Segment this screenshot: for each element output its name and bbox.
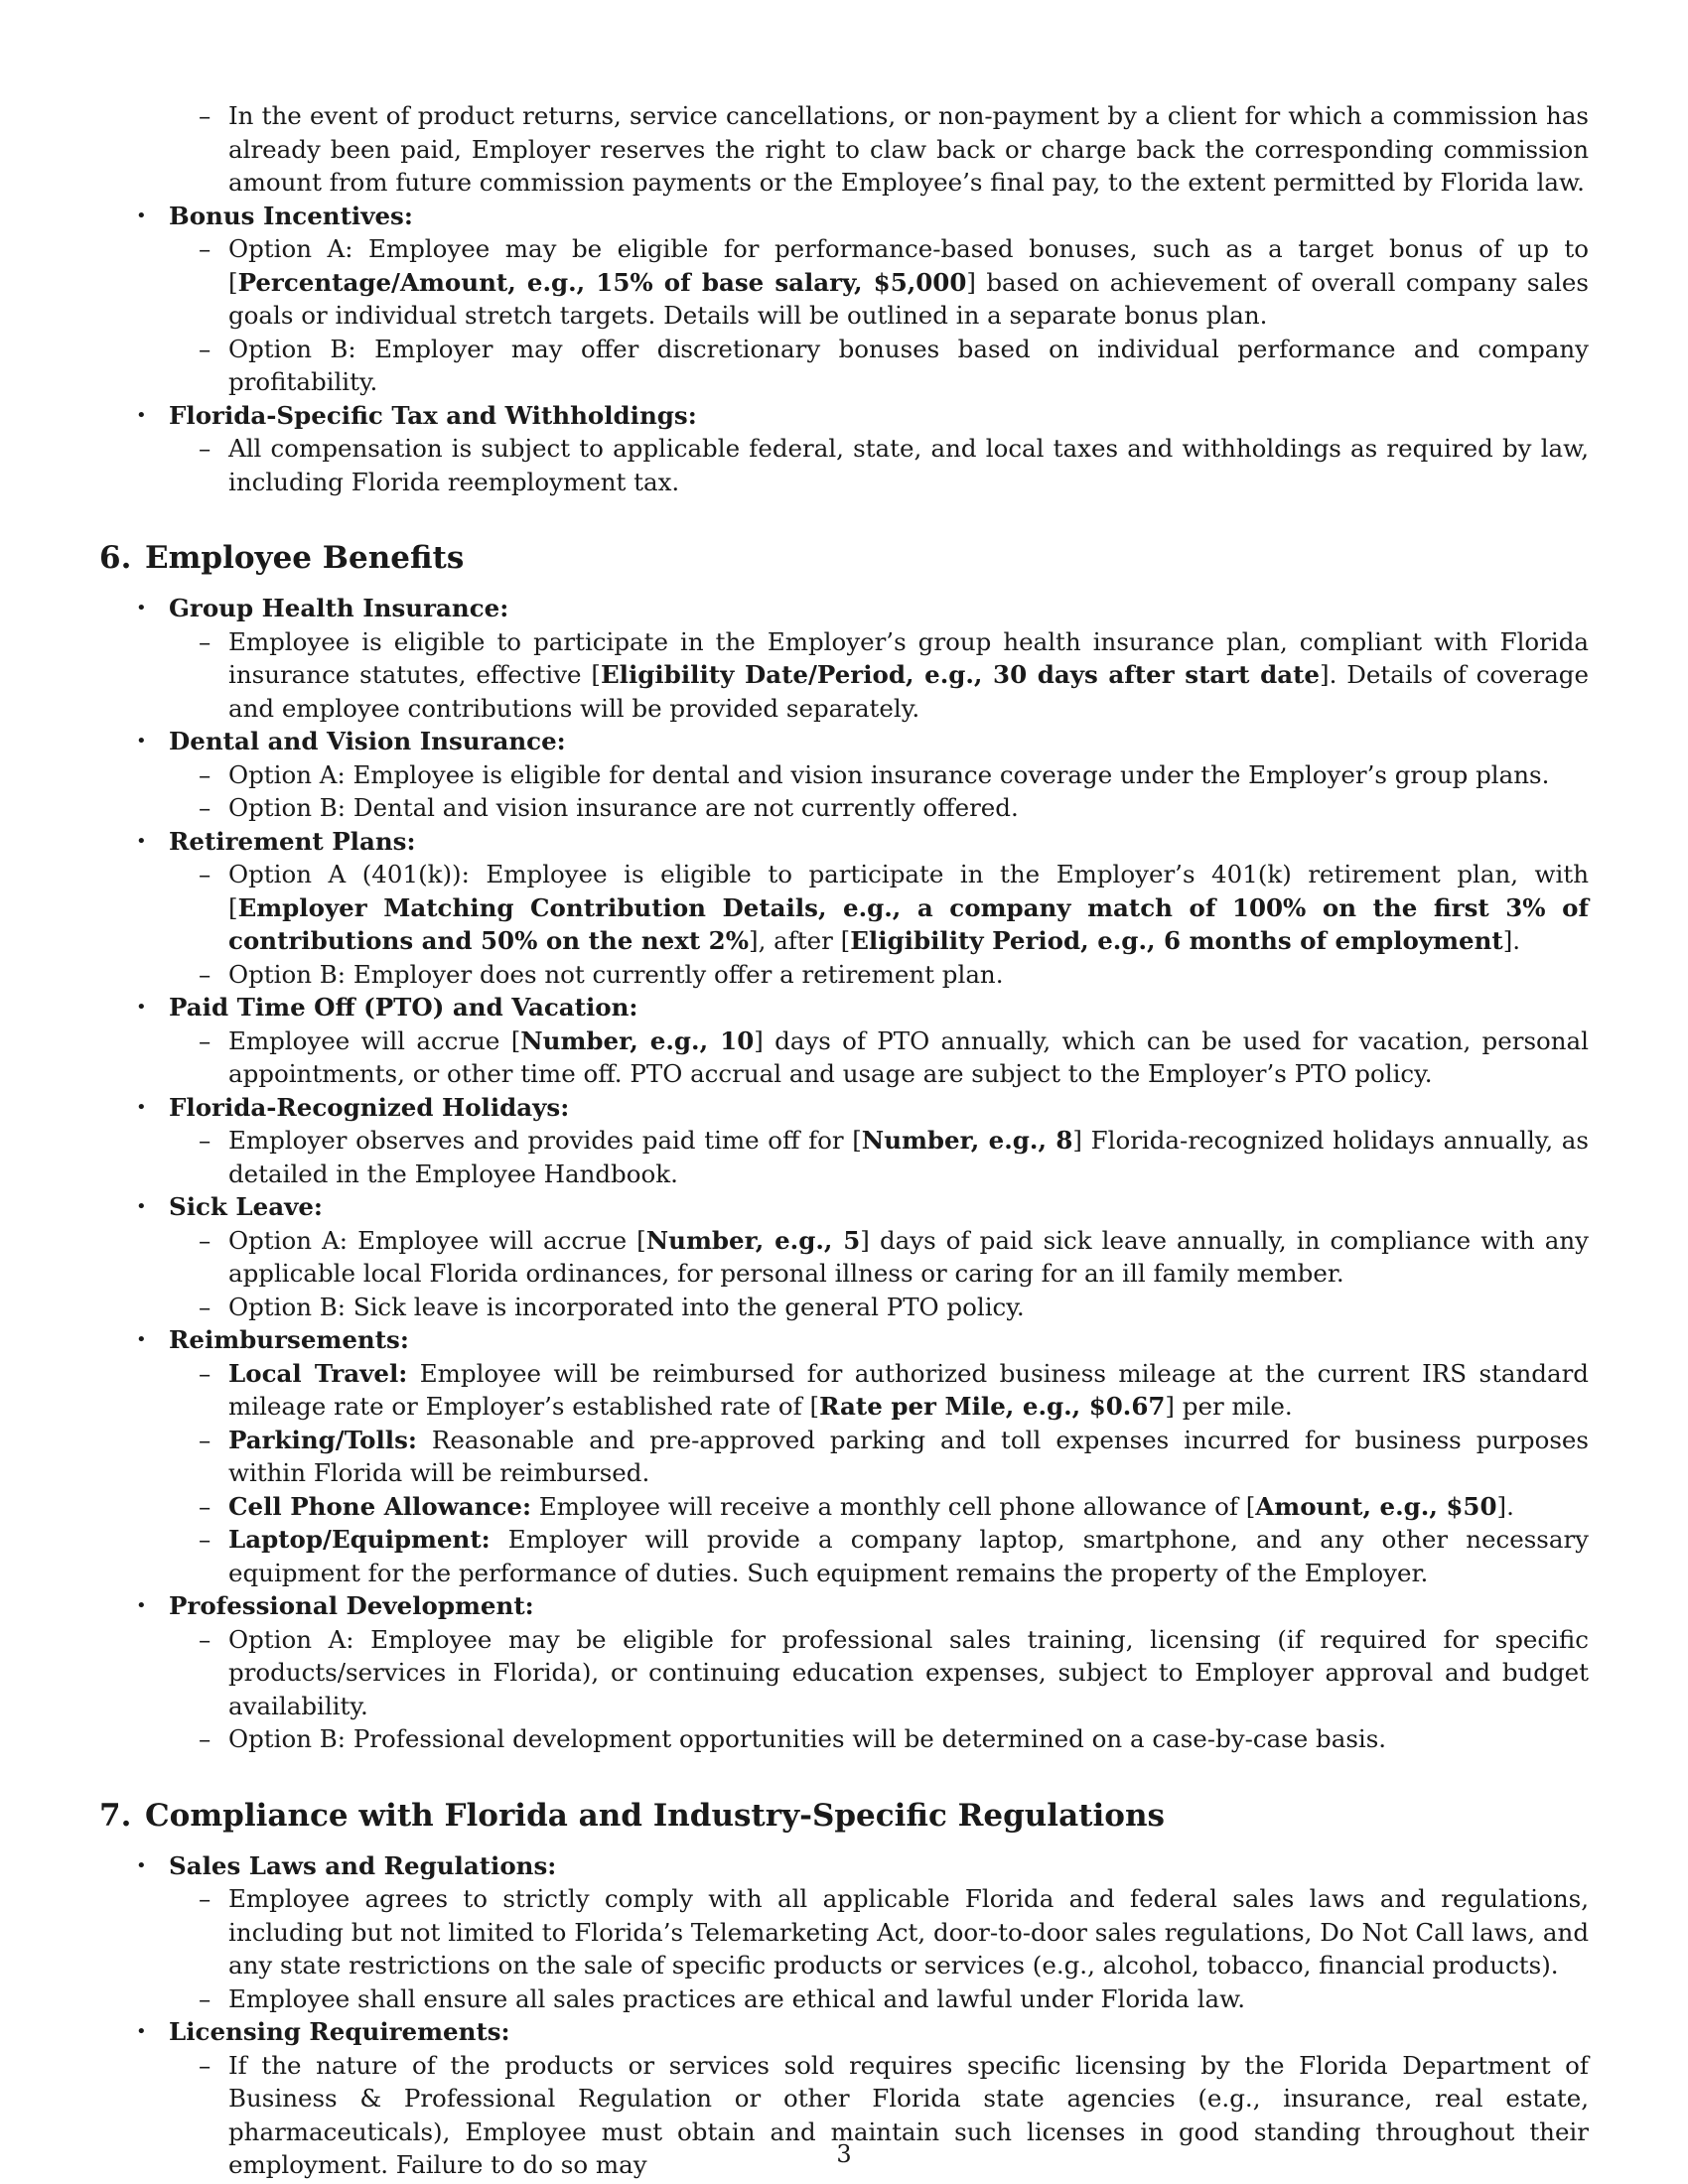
sub-item xyxy=(99,1124,1589,1190)
text-run: ] days of paid sick leave annually, in compliance with any applicable local Florida ordinances, for personal illness or caring for an ill family member. xyxy=(228,1225,1590,1288)
dash-marker: – xyxy=(199,1225,211,1255)
list-item xyxy=(99,725,1589,758)
sub-item xyxy=(99,858,1589,958)
list-item xyxy=(99,1190,1589,1224)
item-title: Reimbursements: xyxy=(169,1325,409,1354)
section-title-text: Employee Benefits xyxy=(145,540,465,576)
dash-marker: – xyxy=(199,1884,211,1913)
bullet-marker: • xyxy=(136,2021,147,2042)
bold-run: Local Travel: xyxy=(228,1358,408,1388)
bullet-marker: • xyxy=(136,1595,147,1616)
text-run: Employee shall ensure all sales practices are ethical and lawful under Florida law. xyxy=(228,1983,1245,2013)
bold-run: Cell Phone Allowance: xyxy=(228,1491,532,1521)
item-title: Dental and Vision Insurance: xyxy=(169,727,566,755)
dash-marker: – xyxy=(199,1491,211,1521)
text-run: Reasonable and pre-approved parking and toll expenses incurred for business purposes within Florida will be reimbursed. xyxy=(228,1425,1589,1487)
text-run: Employee agrees to strictly comply with all applicable Florida and federal sales laws and regulations, including but not limited to Florida’s Telemarketing Act, door-to-door sales regulations, Do Not Call laws, and any state restrictions on the sale of specific products or services (e.g., alcohol, tobacco, financial products). xyxy=(228,1884,1589,1979)
sub-item xyxy=(99,791,1589,825)
text-run: ] per mile. xyxy=(1165,1392,1293,1421)
bullet-marker: • xyxy=(136,997,147,1018)
text-run: Employee will receive a monthly cell phone allowance of [ xyxy=(531,1491,1256,1521)
bold-run: Number, e.g., 8 xyxy=(861,1126,1073,1155)
bullet-marker: • xyxy=(136,1329,147,1350)
text-run: Option B: Employer does not currently offer a retirement plan. xyxy=(228,959,1004,989)
bold-run: Eligibility Period, e.g., 6 months of employment xyxy=(850,926,1503,955)
sub-item xyxy=(99,1722,1589,1756)
bullet-marker: • xyxy=(136,1096,147,1118)
page-content xyxy=(99,99,1589,2182)
text-run: Option A: Employee is eligible for dental and vision insurance coverage under the Employer’s group plans. xyxy=(228,759,1550,789)
dash-marker: – xyxy=(199,1624,211,1654)
bold-run: Employer Matching Contribution Details, e.g., a company match of 100% on the first 3% of contributions and 50% on the next 2% xyxy=(228,892,1589,955)
item-title: Florida-Specific Tax and Withholdings: xyxy=(169,400,697,430)
text-run: Option A (401(k)): Employee is eligible to participate in the Employer’s 401(k) retirement plan, with [ xyxy=(228,860,1589,922)
dash-marker: – xyxy=(199,1525,211,1554)
text-run: Employee will accrue [ xyxy=(228,1025,521,1055)
text-run: Option A: Employee may be eligible for professional sales training, licensing (if required for specific products/services in Florida), or continuing education expenses, subject to Employer approval and budget availability. xyxy=(228,1624,1589,1720)
text-run: ] days of PTO annually, which can be used for vacation, personal appointments, or other time off. PTO accrual and usage are subject to the Employer’s PTO policy. xyxy=(228,1025,1589,1088)
item-title: Professional Development: xyxy=(169,1591,534,1620)
item-title: Sales Laws and Regulations: xyxy=(169,1850,557,1880)
text-run: If the nature of the products or services sold requires specific licensing by the Florida Department of Business & Professional Regulation or other Florida state agencies (e.g., insurance, real estate, pharmaceuticals), Employee must obtain and maintain such licenses in good standing throughout their employment. Failure to do so may xyxy=(228,2050,1589,2179)
item-title: Paid Time Off (PTO) and Vacation: xyxy=(169,993,638,1022)
dash-marker: – xyxy=(199,1425,211,1454)
item-title: Sick Leave: xyxy=(169,1192,323,1221)
sub-item xyxy=(99,1523,1589,1589)
item-title: Florida-Recognized Holidays: xyxy=(169,1092,570,1122)
text-run: ]. xyxy=(1496,1491,1514,1521)
bold-run: Rate per Mile, e.g., $0.67 xyxy=(819,1392,1166,1421)
list-item xyxy=(99,1849,1589,1883)
dash-marker: – xyxy=(199,234,211,263)
text-run: Option A: Employee may be eligible for performance-based bonuses, such as a target bonus of up to xyxy=(228,234,1589,263)
section-heading xyxy=(99,538,1589,578)
list-item xyxy=(99,991,1589,1024)
sub-item xyxy=(99,1490,1589,1524)
dash-marker: – xyxy=(199,1358,211,1388)
sub-item xyxy=(99,1623,1589,1723)
text-run: All compensation is subject to applicable federal, state, and local taxes and withholdings as required by law, including Florida reemployment tax. xyxy=(228,434,1589,496)
dash-marker: – xyxy=(199,1126,211,1155)
dash-marker: – xyxy=(199,626,211,656)
sub-item xyxy=(99,958,1589,992)
text-run: [ xyxy=(228,267,238,297)
bold-run: Parking/Tolls: xyxy=(228,1425,417,1454)
section-heading xyxy=(99,1796,1589,1836)
text-run: Option B: Dental and vision insurance are not currently offered. xyxy=(228,793,1019,822)
text-run: ], after [ xyxy=(749,926,851,955)
page-number: 3 xyxy=(836,2140,852,2168)
text-run: ] Florida-recognized holidays annually, as detailed in the Employee Handbook. xyxy=(228,1126,1589,1188)
text-run: Option B: Professional development opportunities will be determined on a case-by-case basis. xyxy=(228,1724,1387,1753)
dash-marker: – xyxy=(199,1724,211,1753)
item-title: Licensing Requirements: xyxy=(169,2017,510,2046)
text-run: ]. xyxy=(1502,926,1521,955)
list-item xyxy=(99,399,1589,433)
section-number: 6. xyxy=(99,540,132,576)
sub-item xyxy=(99,1224,1589,1291)
bullet-marker: • xyxy=(136,731,147,751)
bullet-marker: • xyxy=(136,1854,147,1876)
list-item xyxy=(99,1323,1589,1357)
text-run: In the event of product returns, service cancellations, or non-payment by a client for which a commission has already been paid, Employer reserves the right to claw back or charge back the corresponding commission amount from future commission payments or the Employee’s final pay, to the extent permitted by Florida law. xyxy=(228,101,1589,197)
sub-item xyxy=(99,1291,1589,1324)
section xyxy=(99,538,1589,1756)
bullet-marker: • xyxy=(136,1196,147,1217)
bold-run: Number, e.g., 5 xyxy=(645,1225,861,1255)
sub-item xyxy=(99,1357,1589,1424)
sub-item xyxy=(99,432,1589,498)
dash-marker: – xyxy=(199,334,211,363)
bullet-marker: • xyxy=(136,404,147,426)
section xyxy=(99,1796,1589,2182)
section-number: 7. xyxy=(99,1797,132,1834)
list-item xyxy=(99,1589,1589,1623)
dash-marker: – xyxy=(199,793,211,822)
list-item xyxy=(99,200,1589,233)
text-run: Employee is eligible to participate in the Employer’s group health insurance plan, compliant with Florida insurance statutes, effective [ xyxy=(228,626,1589,689)
sub-item xyxy=(99,1982,1589,2016)
dash-marker: – xyxy=(199,101,211,130)
text-run: Option B: Sick leave is incorporated into the general PTO policy. xyxy=(228,1292,1025,1321)
dash-marker: – xyxy=(199,959,211,989)
list-item xyxy=(99,592,1589,625)
text-run: Option A: Employee will accrue [ xyxy=(228,1225,646,1255)
bold-run: Percentage/Amount, e.g., 15% of base salary, $5,000 xyxy=(237,267,967,297)
text-run: Employer observes and provides paid time off for [ xyxy=(228,1126,862,1155)
list-item xyxy=(99,1091,1589,1125)
sub-item xyxy=(99,232,1589,333)
dash-marker: – xyxy=(199,1292,211,1321)
sub-item xyxy=(99,758,1589,792)
sub-item xyxy=(99,99,1589,200)
sub-item xyxy=(99,333,1589,399)
dash-marker: – xyxy=(199,2050,211,2080)
item-title: Bonus Incentives: xyxy=(169,201,413,230)
text-run: ]. Details of coverage and employee contributions will be provided separately. xyxy=(228,660,1589,723)
bold-run: Number, e.g., 10 xyxy=(520,1025,755,1055)
text-run: Employee will be reimbursed for authorized business mileage at the current IRS standard mileage rate or Employer’s established rate of [ xyxy=(228,1358,1589,1421)
dash-marker: – xyxy=(199,434,211,463)
section-title-text: Compliance with Florida and Industry-Specific Regulations xyxy=(145,1797,1165,1834)
dash-marker: – xyxy=(199,860,211,888)
sub-item xyxy=(99,1882,1589,1982)
bold-run: Laptop/Equipment: xyxy=(228,1525,491,1554)
dash-marker: – xyxy=(199,1983,211,2013)
dash-marker: – xyxy=(199,1025,211,1055)
text-run: Employer will provide a company laptop, smartphone, and any other necessary equipment for the performance of duties. Such equipment remains the property of the Employer. xyxy=(228,1525,1589,1587)
bullet-marker: • xyxy=(136,598,147,618)
sub-item xyxy=(99,1024,1589,1091)
bullet-marker: • xyxy=(136,830,147,852)
text-run: ] based on achievement of overall company sales goals or individual stretch targets. Details will be outlined in a separate bonus plan. xyxy=(228,267,1589,330)
sub-item xyxy=(99,1424,1589,1490)
item-title: Group Health Insurance: xyxy=(169,594,509,622)
list-item xyxy=(99,2015,1589,2049)
list-item xyxy=(99,825,1589,859)
bullet-marker: • xyxy=(136,205,147,226)
bold-run: Amount, e.g., $50 xyxy=(1255,1491,1497,1521)
sub-item xyxy=(99,625,1589,726)
bold-run: Eligibility Date/Period, e.g., 30 days after start date xyxy=(601,660,1321,689)
dash-marker: – xyxy=(199,759,211,789)
item-title: Retirement Plans: xyxy=(169,826,416,856)
text-run: Option B: Employer may offer discretionary bonuses based on individual performance and company profitability. xyxy=(228,334,1589,396)
